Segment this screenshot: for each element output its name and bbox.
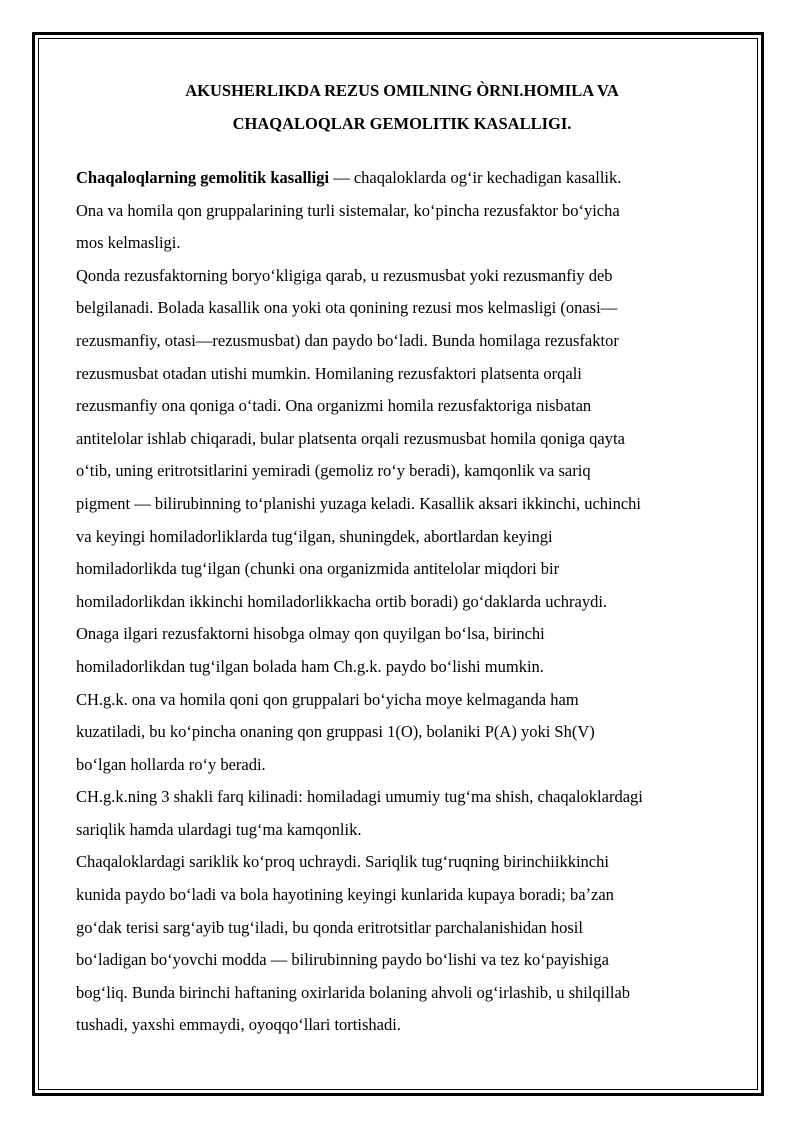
text-line: homiladorlikda tugʻilgan (chunki ona organizmida antitelolar miqdori bir (76, 559, 560, 579)
text-line-rest: — chaqaloklarda ogʻir kechadigan kasallik. (329, 168, 622, 187)
text-line: homiladorlikdan tugʻilgan bolada ham Ch.g.k. paydo boʻlishi mumkin. (76, 656, 544, 676)
document-body (76, 74, 728, 1042)
text-line: rezusmanfiy, otasi—rezusmusbat) dan paydo boʻladi. Bunda homilaga rezusfaktor (76, 330, 619, 350)
text-line: CH.g.k. ona va homila qoni qon gruppalari boʻyicha moye kelmaganda ham (76, 689, 579, 709)
text-line: rezusmanfiy ona qoniga oʻtadi. Ona organizmi homila rezusfaktoriga nisbatan (76, 396, 592, 416)
text-line: homiladorlikdan ikkinchi homiladorlikkacha ortib boradi) goʻdaklarda uchraydi. (76, 591, 608, 611)
text-line: CH.g.k.ning 3 shakli farq kilinadi: homiladagi umumiy tugʻma shish, chaqaloklardagi (76, 787, 643, 807)
text-line: oʻtib, uning eritrotsitlarini yemiradi (gemoliz roʻy beradi), kamqonlik va sariq (76, 461, 591, 481)
text-line: rezusmusbat otadan utishi mumkin. Homilaning rezusfaktori platsenta orqali (76, 363, 582, 383)
title-line-1: AKUSHERLIKDA REZUS OMILNING ÒRNI.HOMILA VA (185, 81, 619, 100)
text-line: boʻlgan hollarda roʻy beradi. (76, 754, 266, 774)
text-line (76, 162, 728, 195)
text-line: Qonda rezusfaktorning boryoʻkligiga qarab, u rezusmusbat yoki rezusmanfiy deb (76, 265, 613, 285)
text-line: boʻladigan boʻyovchi modda — bilirubinning paydo boʻlishi va tez koʻpayishiga (76, 950, 609, 970)
text-line: kunida paydo boʻladi va bola hayotining keyingi kunlarida kupaya boradi; baʼzan (76, 885, 614, 905)
text-line: kuzatiladi, bu koʻpincha onaning qon gruppasi 1(O), bolaniki P(A) yoki Sh(V) (76, 722, 595, 742)
text-line: va keyingi homiladorliklarda tugʻilgan, shuningdek, abortlardan keyingi (76, 526, 553, 546)
lead-term: Chaqaloqlarning gemolitik kasalligi (76, 168, 330, 187)
text-line: tushadi, yaxshi emmaydi, oyoqqoʻllari tortishadi. (76, 1015, 401, 1035)
text-line: belgilanadi. Bolada kasallik ona yoki ota qonining rezusi mos kelmasligi (onasi— (76, 298, 618, 318)
text-line: Chaqaloklardagi sariklik koʻproq uchraydi. Sariqlik tugʻruqning birinchiikkinchi (76, 852, 609, 872)
text-line: bogʻliq. Bunda birinchi haftaning oxirlarida bolaning ahvoli ogʻirlashib, u shilqillab (76, 982, 631, 1002)
document-title (76, 74, 728, 140)
text-line: goʻdak terisi sargʻayib tugʻiladi, bu qonda eritrotsitlar parchalanishidan hosil (76, 917, 583, 937)
text-line: sariqlik hamda ulardagi tugʻma kamqonlik. (76, 819, 362, 839)
text-line: antitelolar ishlab chiqaradi, bular platsenta orqali rezusmusbat homila qoniga qayta (76, 428, 625, 448)
text-line: Ona va homila qon gruppalarining turli sistemalar, koʻpincha rezusfaktor boʻyicha (76, 200, 620, 220)
text-line: mos kelmasligi. (76, 233, 181, 253)
text-line: Onaga ilgari rezusfaktorni hisobga olmay qon quyilgan boʻlsa, birinchi (76, 624, 545, 644)
title-line-2: CHAQALOQLAR GEMOLITIK KASALLIGI. (232, 114, 572, 133)
document-paragraphs (76, 162, 728, 1042)
text-line: pigment — bilirubinning toʻplanishi yuzaga keladi. Kasallik aksari ikkinchi, uchinchi (76, 493, 642, 513)
